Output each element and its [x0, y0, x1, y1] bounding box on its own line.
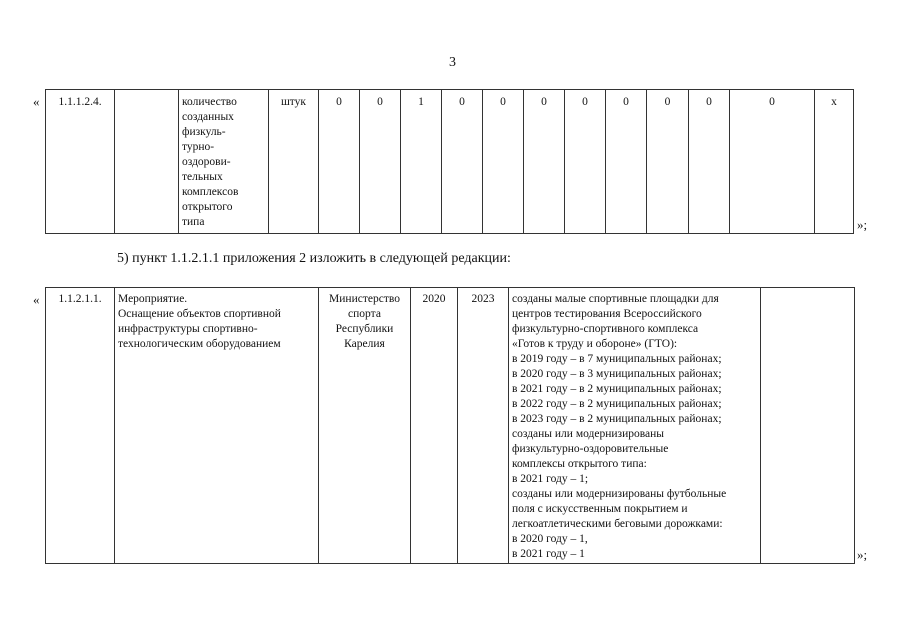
item-code: 1.1.1.2.4.: [46, 90, 115, 234]
event-table: [45, 287, 855, 564]
instruction-text: 5) пункт 1.1.2.1.1 приложения 2 изложить в следующей редакции:: [117, 251, 511, 266]
value-cell: 0: [524, 90, 565, 234]
item-code: 1.1.2.1.1.: [46, 288, 115, 564]
start-year: 2020: [411, 288, 458, 564]
value-cell: 0: [730, 90, 815, 234]
value-cell: 0: [647, 90, 689, 234]
closing-quote: »;: [857, 547, 868, 562]
value-cell: 1: [401, 90, 442, 234]
table-row: [46, 288, 855, 564]
expected-result: созданы малые спортивные площадки для центров тестирования Всероссийского физкультурно-спортивного комплекса «Готов к труду и обороне» (ГТО): в 2019 году – в 7 муниципальных районах; в 2020 году – в 3 муниципальных районах; в 2021 году – в 2 муниципальных районах; в 2022 году – в 2 муниципальных районах; в 2023 году – в 2 муниципальных районах; созданы или модернизированы физкультурно-оздоровительные комплексы открытого типа: в 2021 году – 1; созданы или модернизированы футбольные поля с искусственным покрытием и легкоатлетическими беговыми дорожками: в 2020 году – 1, в 2021 году – 1: [509, 288, 761, 564]
value-cell: 0: [319, 90, 360, 234]
page-number: 3: [449, 55, 456, 70]
executor: Министерство спорта Республики Карелия: [319, 288, 411, 564]
value-cell: х: [815, 90, 854, 234]
unit-cell: штук: [269, 90, 319, 234]
value-cell: 0: [360, 90, 401, 234]
value-cell: 0: [483, 90, 524, 234]
end-year: 2023: [458, 288, 509, 564]
empty-cell: [115, 90, 179, 234]
empty-cell: [761, 288, 855, 564]
indicator-name: количество созданных физкуль- турно- оздорови- тельных комплексов открытого типа: [179, 90, 269, 234]
event-name: Мероприятие. Оснащение объектов спортивной инфраструктуры спортивно- технологическим оборудованием: [115, 288, 319, 564]
table-row: [46, 90, 854, 234]
opening-quote: «: [33, 94, 40, 109]
value-cell: 0: [565, 90, 606, 234]
value-cell: 0: [442, 90, 483, 234]
value-cell: 0: [689, 90, 730, 234]
value-cell: 0: [606, 90, 647, 234]
indicator-table: [45, 89, 854, 234]
closing-quote: »;: [857, 217, 868, 232]
opening-quote: «: [33, 292, 40, 307]
